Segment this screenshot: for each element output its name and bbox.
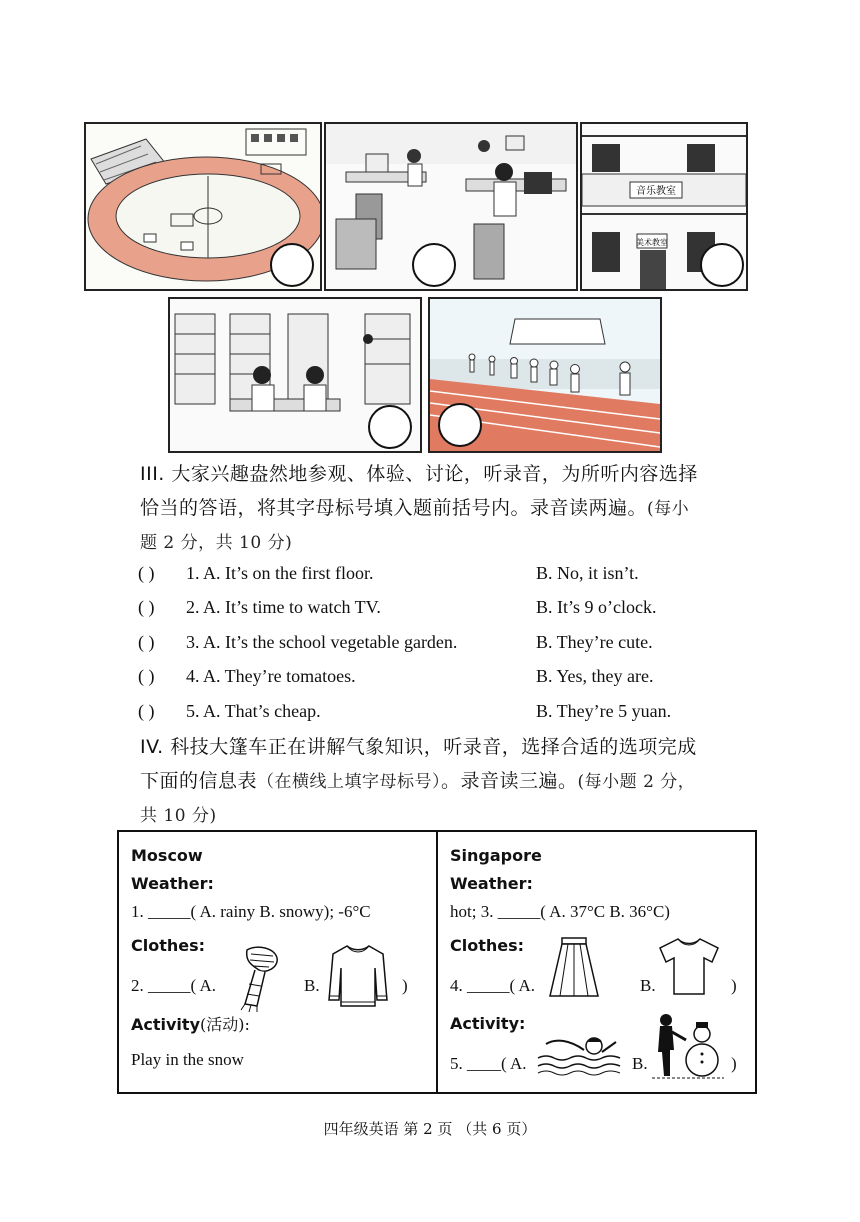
section3-heading-line1: III. 大家兴趣盎然地参观、体验、讨论，听录音，为所听内容选择 [140,463,698,485]
section4-heading-line1: IV. 科技大篷车正在讲解气象知识，听录音，选择合适的选项完成 [140,736,697,758]
section4-heading-repeat: 。录音读三遍。 [441,770,578,792]
scarf-icon [235,944,285,1014]
question-row [138,632,738,662]
answer-bracket[interactable]: ( ) [138,632,155,652]
option-a: 3. A. It’s the school vegetable garden. [186,632,458,652]
option-b-label: B. [304,976,320,995]
close-paren: ) [731,1054,737,1073]
city-name: Moscow [131,846,203,865]
clothes-label: Clothes: [450,936,525,955]
snowman-icon [652,1010,724,1082]
section4-heading [140,730,740,833]
section3-heading-line2: 恰当的答语，将其字母标号填入题前括号内。录音读两遍。 [140,497,648,519]
section4-heading-score: (每小题 2 分， [577,772,696,792]
activity-text: Play in the snow [131,1050,244,1069]
page-footer: 四年级英语 第 2 页 （共 6 页） [323,1120,537,1138]
answer-bracket[interactable]: ( ) [138,597,155,617]
answer-circle [438,403,482,447]
option-b: B. They’re 5 yuan. [536,701,672,721]
question-row [138,597,738,627]
answer-bracket[interactable]: ( ) [138,666,155,686]
city-name: Singapore [450,846,542,865]
option-a: 5. A. That’s cheap. [186,701,321,721]
option-b: B. No, it isn’t. [536,563,639,583]
section3-score1: (每小 [647,499,690,519]
question-5: 5. ____( A. [450,1054,527,1073]
weather-label: Weather: [131,874,214,893]
activity-label: Activity [131,1015,200,1034]
answer-circle [368,405,412,449]
weather-info-table [117,830,757,1094]
question-row [138,666,738,696]
question-row [138,701,738,731]
question-1: 1. _____( A. rainy B. snowy); -6°C [131,902,371,921]
option-b: B. They’re cute. [536,632,653,652]
answer-circle [412,243,456,287]
answer-circle [700,243,744,287]
option-b: B. It’s 9 o’clock. [536,597,657,617]
clothes-label: Clothes: [131,936,206,955]
singapore-cell [438,832,755,1092]
answer-bracket[interactable]: ( ) [138,563,155,583]
option-a: 4. A. They’re tomatoes. [186,666,356,686]
section4-heading-line3: 共 10 分) [140,806,217,826]
close-paren: ) [731,976,737,995]
option-b: B. Yes, they are. [536,666,654,686]
skirt-icon [548,936,600,1000]
activity-cn-label: (活动): [200,1015,250,1034]
option-b-label: B. [640,976,656,995]
swimming-icon [536,1028,622,1076]
weather-label: Weather: [450,874,533,893]
sweater-icon [327,942,389,1010]
question-3: hot; 3. _____( A. 37°C B. 36°C) [450,902,670,921]
question-row [138,563,738,593]
section4-heading-line2: 下面的信息表 [140,770,258,792]
question-4: 4. _____( A. [450,976,535,995]
option-b-label: B. [632,1054,648,1073]
section3-heading [140,457,740,560]
section4-heading-note: （在横线上填字母标号） [257,772,442,792]
activity-label: Activity: [450,1014,526,1033]
answer-bracket[interactable]: ( ) [138,701,155,721]
close-paren: ) [402,976,408,995]
question-2: 2. _____( A. [131,976,216,995]
option-a: 2. A. It’s time to watch TV. [186,597,381,617]
art-room-sign: 美术教室 [636,238,668,247]
music-room-sign: 音乐教室 [636,186,676,197]
answer-circle [270,243,314,287]
moscow-cell [119,832,438,1092]
option-a: 1. A. It’s on the first floor. [186,563,374,583]
section3-heading-line3: 题 2 分，共 10 分) [140,533,293,553]
tshirt-icon [658,936,720,998]
